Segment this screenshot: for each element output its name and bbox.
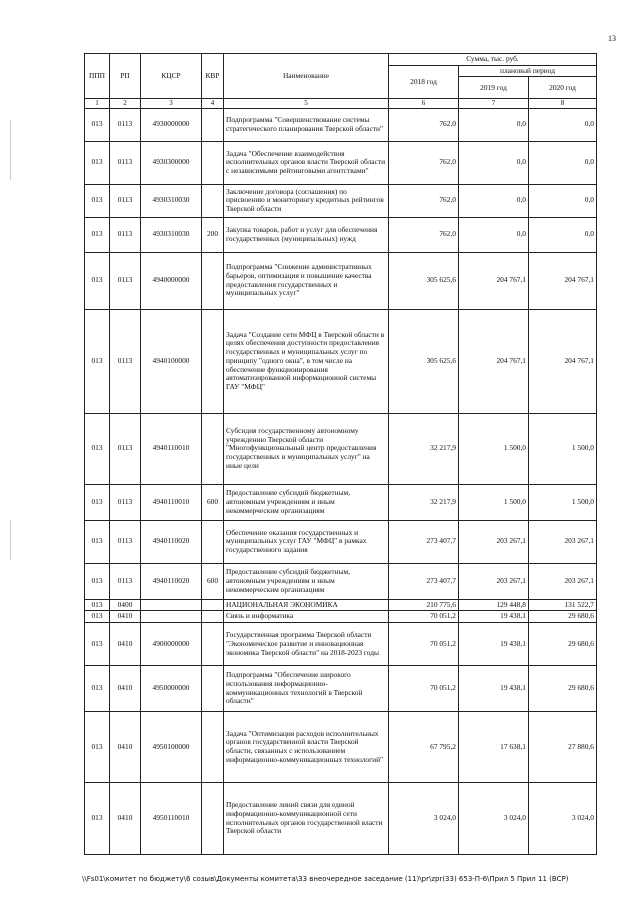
- cell-2020: 29 680,6: [529, 666, 597, 712]
- cell-kcsr: 4940110020: [141, 520, 202, 563]
- column-number-cell: 7: [459, 99, 529, 108]
- cell-kcsr: [141, 611, 202, 623]
- cell-rp: 0113: [110, 108, 141, 141]
- cell-2019: 204 767,1: [459, 252, 529, 309]
- cell-2018: 210 775,6: [389, 599, 459, 611]
- cell-kvr: 600: [202, 563, 224, 599]
- cell-rp: 0113: [110, 520, 141, 563]
- cell-kcsr: [141, 599, 202, 611]
- cell-name: Предоставление линий связи для единой информационно-коммуникационной сети исполнительных органов государственной власти Тверской области: [224, 783, 389, 855]
- cell-kvr: [202, 108, 224, 141]
- cell-rp: 0400: [110, 599, 141, 611]
- cell-2020: 204 767,1: [529, 309, 597, 413]
- cell-name: Государственная программа Тверской области "Экономическое развитие и инновационная экономика Тверской области" на 2018-2023 годы: [224, 623, 389, 666]
- cell-name: Предоставление субсидий бюджетным, автономным учреждениям и иным некоммерческим организациям: [224, 484, 389, 520]
- cell-kvr: [202, 413, 224, 484]
- cell-2018: 273 407,7: [389, 520, 459, 563]
- cell-rp: 0113: [110, 563, 141, 599]
- cell-name: Связь и информатика: [224, 611, 389, 623]
- cell-rp: 0113: [110, 217, 141, 252]
- cell-2019: 0,0: [459, 184, 529, 217]
- table-row: [85, 783, 597, 855]
- cell-2019: 0,0: [459, 108, 529, 141]
- cell-rp: 0113: [110, 484, 141, 520]
- cell-ppp: 013: [85, 217, 110, 252]
- cell-rp: 0410: [110, 783, 141, 855]
- cell-name: Закупка товаров, работ и услуг для обеспечения государственных (муниципальных) нужд: [224, 217, 389, 252]
- cell-kcsr: 4940100000: [141, 309, 202, 413]
- cell-2019: 19 438,1: [459, 623, 529, 666]
- cell-2020: 3 024,0: [529, 783, 597, 855]
- table-row: [85, 309, 597, 413]
- cell-2020: 131 522,7: [529, 599, 597, 611]
- cell-name: Подпрограмма "Снижение административных барьеров, оптимизация и повышение качества предоставления государственных и муниципальных услуг": [224, 252, 389, 309]
- cell-ppp: 013: [85, 484, 110, 520]
- cell-name: Предоставление субсидий бюджетным, автономным учреждениям и иным некоммерческим организациям: [224, 563, 389, 599]
- cell-name: Задача "Обеспечение взаимодействия исполнительных органов власти Тверской области с независимыми рейтинговыми агентствами": [224, 141, 389, 184]
- cell-2019: 3 024,0: [459, 783, 529, 855]
- cell-name: Заключение договора (соглашения) по присвоению и мониторингу кредитных рейтингов Тверской области: [224, 184, 389, 217]
- cell-2018: 762,0: [389, 108, 459, 141]
- table-row: [85, 712, 597, 783]
- cell-2020: 1 500,0: [529, 484, 597, 520]
- cell-kvr: 600: [202, 484, 224, 520]
- cell-kcsr: 4930300000: [141, 141, 202, 184]
- cell-ppp: 013: [85, 563, 110, 599]
- table-row: [85, 563, 597, 599]
- column-number-cell: 8: [529, 99, 597, 108]
- cell-rp: 0410: [110, 666, 141, 712]
- cell-2019: 204 767,1: [459, 309, 529, 413]
- cell-2019: 19 438,1: [459, 611, 529, 623]
- cell-2019: 19 438,1: [459, 666, 529, 712]
- cell-2018: 305 625,6: [389, 252, 459, 309]
- cell-name: Задача "Создание сети МФЦ в Тверской области в целях обеспечения доступности предоставления государственных и муниципальных услуг по принципу "одного окна", в том числе на обеспечение функционирования автоматизированной информационной системы ГАУ "МФЦ": [224, 309, 389, 413]
- cell-2018: 305 625,6: [389, 309, 459, 413]
- cell-kcsr: 4940110020: [141, 563, 202, 599]
- budget-table: [84, 53, 597, 855]
- cell-rp: 0113: [110, 141, 141, 184]
- cell-kvr: [202, 623, 224, 666]
- cell-2019: 203 267,1: [459, 563, 529, 599]
- cell-name: Субсидия государственному автономному учреждению Тверской области "Многофункциональный центр предоставления государственных и муниципальных услуг" на иные цели: [224, 413, 389, 484]
- header-2020: 2020 год: [529, 77, 597, 99]
- cell-kvr: [202, 599, 224, 611]
- cell-2018: 70 051,2: [389, 623, 459, 666]
- cell-name: Обеспечение оказания государственных и муниципальных услуг ГАУ "МФЦ" в рамках государственного задания: [224, 520, 389, 563]
- cell-rp: 0410: [110, 623, 141, 666]
- header-kcsr: КЦСР: [141, 54, 202, 99]
- cell-rp: 0113: [110, 309, 141, 413]
- cell-ppp: 013: [85, 783, 110, 855]
- header-rp: РП: [110, 54, 141, 99]
- cell-2018: 273 407,7: [389, 563, 459, 599]
- cell-2020: 29 680,6: [529, 611, 597, 623]
- cell-2018: 32 217,9: [389, 484, 459, 520]
- cell-2020: 1 500,0: [529, 413, 597, 484]
- cell-kcsr: 4950000000: [141, 666, 202, 712]
- cell-kcsr: 4930310030: [141, 217, 202, 252]
- cell-ppp: 013: [85, 712, 110, 783]
- cell-2019: 17 638,1: [459, 712, 529, 783]
- column-number-row: [85, 99, 597, 108]
- cell-2020: 27 880,6: [529, 712, 597, 783]
- cell-2019: 203 267,1: [459, 520, 529, 563]
- cell-kcsr: 4930000000: [141, 108, 202, 141]
- cell-2019: 1 500,0: [459, 413, 529, 484]
- cell-2019: 0,0: [459, 217, 529, 252]
- table-row: [85, 184, 597, 217]
- cell-kcsr: 4940110010: [141, 484, 202, 520]
- table-row: [85, 611, 597, 623]
- cell-rp: 0410: [110, 712, 141, 783]
- cell-name: Задача "Оптимизация расходов исполнительных органов государственной власти Тверской области, связанных с использованием информационно-коммуникационных технологий": [224, 712, 389, 783]
- cell-kvr: [202, 141, 224, 184]
- header-name: Наименование: [224, 54, 389, 99]
- column-number-cell: 2: [110, 99, 141, 108]
- cell-ppp: 013: [85, 108, 110, 141]
- cell-ppp: 013: [85, 611, 110, 623]
- table-row: [85, 484, 597, 520]
- cell-kvr: [202, 666, 224, 712]
- cell-kvr: [202, 783, 224, 855]
- table-row: [85, 252, 597, 309]
- cell-2018: 67 795,2: [389, 712, 459, 783]
- cell-name: НАЦИОНАЛЬНАЯ ЭКОНОМИКА: [224, 599, 389, 611]
- cell-rp: 0113: [110, 413, 141, 484]
- table-row: [85, 623, 597, 666]
- column-number-cell: 1: [85, 99, 110, 108]
- margin-mark: [10, 520, 11, 560]
- table-row: [85, 666, 597, 712]
- cell-kcsr: 4940110010: [141, 413, 202, 484]
- cell-2018: 762,0: [389, 217, 459, 252]
- cell-rp: 0410: [110, 611, 141, 623]
- table-row: [85, 520, 597, 563]
- cell-2018: 3 024,0: [389, 783, 459, 855]
- cell-kcsr: 4950100000: [141, 712, 202, 783]
- header-kvr: КВР: [202, 54, 224, 99]
- margin-mark: [10, 120, 11, 180]
- cell-2020: 29 680,6: [529, 623, 597, 666]
- table-row: [85, 599, 597, 611]
- table-row: [85, 141, 597, 184]
- cell-kcsr: 4930310030: [141, 184, 202, 217]
- cell-2020: 203 267,1: [529, 520, 597, 563]
- cell-kcsr: 4950110010: [141, 783, 202, 855]
- cell-ppp: 013: [85, 520, 110, 563]
- cell-2018: 32 217,9: [389, 413, 459, 484]
- table-row: [85, 217, 597, 252]
- cell-2019: 129 448,8: [459, 599, 529, 611]
- header-sum: Сумма, тыс. руб.: [389, 54, 597, 66]
- cell-2018: 70 051,2: [389, 666, 459, 712]
- cell-rp: 0113: [110, 184, 141, 217]
- cell-kvr: [202, 184, 224, 217]
- cell-ppp: 013: [85, 309, 110, 413]
- cell-ppp: 013: [85, 413, 110, 484]
- cell-kvr: [202, 309, 224, 413]
- footer-file-path: \\Fs01\комитет по бюджету\6 созыв\Документы комитета\33 внеочередное заседание (11)\pr\zpr(33) 653-П-6\Прил 5 Прил 11 (ВСР): [82, 875, 569, 883]
- cell-2020: 0,0: [529, 184, 597, 217]
- header-ppp: ППП: [85, 54, 110, 99]
- cell-kvr: [202, 252, 224, 309]
- column-number-cell: 3: [141, 99, 202, 108]
- cell-2018: 762,0: [389, 141, 459, 184]
- column-number-cell: 4: [202, 99, 224, 108]
- cell-kvr: 200: [202, 217, 224, 252]
- cell-2020: 0,0: [529, 141, 597, 184]
- cell-kvr: [202, 611, 224, 623]
- cell-kvr: [202, 712, 224, 783]
- table-row: [85, 413, 597, 484]
- cell-2020: 204 767,1: [529, 252, 597, 309]
- cell-2019: 1 500,0: [459, 484, 529, 520]
- cell-ppp: 013: [85, 623, 110, 666]
- cell-2019: 0,0: [459, 141, 529, 184]
- cell-ppp: 013: [85, 666, 110, 712]
- column-number-cell: 6: [389, 99, 459, 108]
- cell-2020: 0,0: [529, 217, 597, 252]
- cell-name: Подпрограмма "Совершенствование системы стратегического планирования Тверской области": [224, 108, 389, 141]
- cell-rp: 0113: [110, 252, 141, 309]
- cell-ppp: 013: [85, 184, 110, 217]
- cell-2018: 762,0: [389, 184, 459, 217]
- cell-kvr: [202, 520, 224, 563]
- cell-2020: 203 267,1: [529, 563, 597, 599]
- cell-ppp: 013: [85, 599, 110, 611]
- header-2018: 2018 год: [389, 65, 459, 99]
- cell-name: Подпрограмма "Обеспечение широкого использования информационно-коммуникационных технологий в Тверской области": [224, 666, 389, 712]
- table-row: [85, 108, 597, 141]
- cell-kcsr: 4900000000: [141, 623, 202, 666]
- header-planned: плановый период: [459, 65, 597, 77]
- page-number: 13: [608, 34, 616, 43]
- cell-2018: 70 051,2: [389, 611, 459, 623]
- cell-ppp: 013: [85, 252, 110, 309]
- cell-2020: 0,0: [529, 108, 597, 141]
- cell-kcsr: 4940000000: [141, 252, 202, 309]
- header-2019: 2019 год: [459, 77, 529, 99]
- cell-ppp: 013: [85, 141, 110, 184]
- column-number-cell: 5: [224, 99, 389, 108]
